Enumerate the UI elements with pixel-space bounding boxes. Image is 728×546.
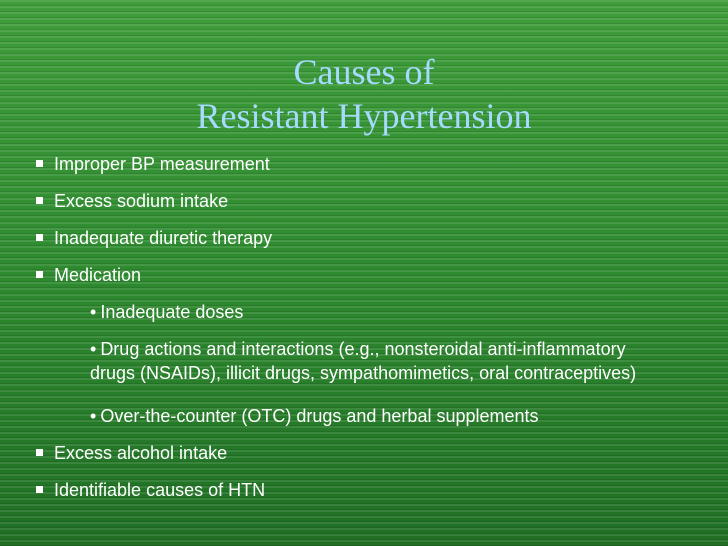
list-item bbox=[36, 478, 708, 515]
list-item-text: Inadequate diuretic therapy bbox=[54, 228, 273, 248]
dot-bullet-icon: • bbox=[90, 406, 97, 426]
title-line-1: Causes of bbox=[293, 52, 435, 92]
list-subitem-text: Over-the-counter (OTC) drugs and herbal supplements bbox=[100, 406, 539, 426]
square-bullet-icon bbox=[36, 234, 43, 241]
list-subitem bbox=[36, 404, 708, 441]
list-item bbox=[36, 441, 708, 478]
title-line-2: Resistant Hypertension bbox=[196, 96, 532, 136]
square-bullet-icon bbox=[36, 449, 43, 456]
list-subitem bbox=[36, 300, 708, 337]
square-bullet-icon bbox=[36, 160, 43, 167]
square-bullet-icon bbox=[36, 486, 43, 493]
square-bullet-icon bbox=[36, 271, 43, 278]
list-item bbox=[36, 189, 708, 226]
list-item-text: Improper BP measurement bbox=[54, 154, 270, 174]
list-item bbox=[36, 152, 708, 189]
dot-bullet-icon: • bbox=[90, 339, 97, 359]
list-subitem-text: Drug actions and interactions (e.g., nonsteroidal anti-inflammatory drugs (NSAIDs), illicit drugs, sympathomimetics, oral contraceptives) bbox=[90, 339, 637, 383]
list-item bbox=[36, 226, 708, 263]
list-item-text: Identifiable causes of HTN bbox=[54, 480, 266, 500]
list-item-text: Excess sodium intake bbox=[54, 191, 229, 211]
list-item-text: Medication bbox=[54, 265, 142, 285]
slide-title bbox=[0, 50, 728, 138]
bullet-list bbox=[36, 152, 708, 515]
dot-bullet-icon: • bbox=[90, 302, 97, 322]
list-item bbox=[36, 263, 708, 300]
square-bullet-icon bbox=[36, 197, 43, 204]
list-subitem bbox=[36, 337, 708, 404]
list-item-text: Excess alcohol intake bbox=[54, 443, 228, 463]
list-subitem-text: Inadequate doses bbox=[100, 302, 244, 322]
